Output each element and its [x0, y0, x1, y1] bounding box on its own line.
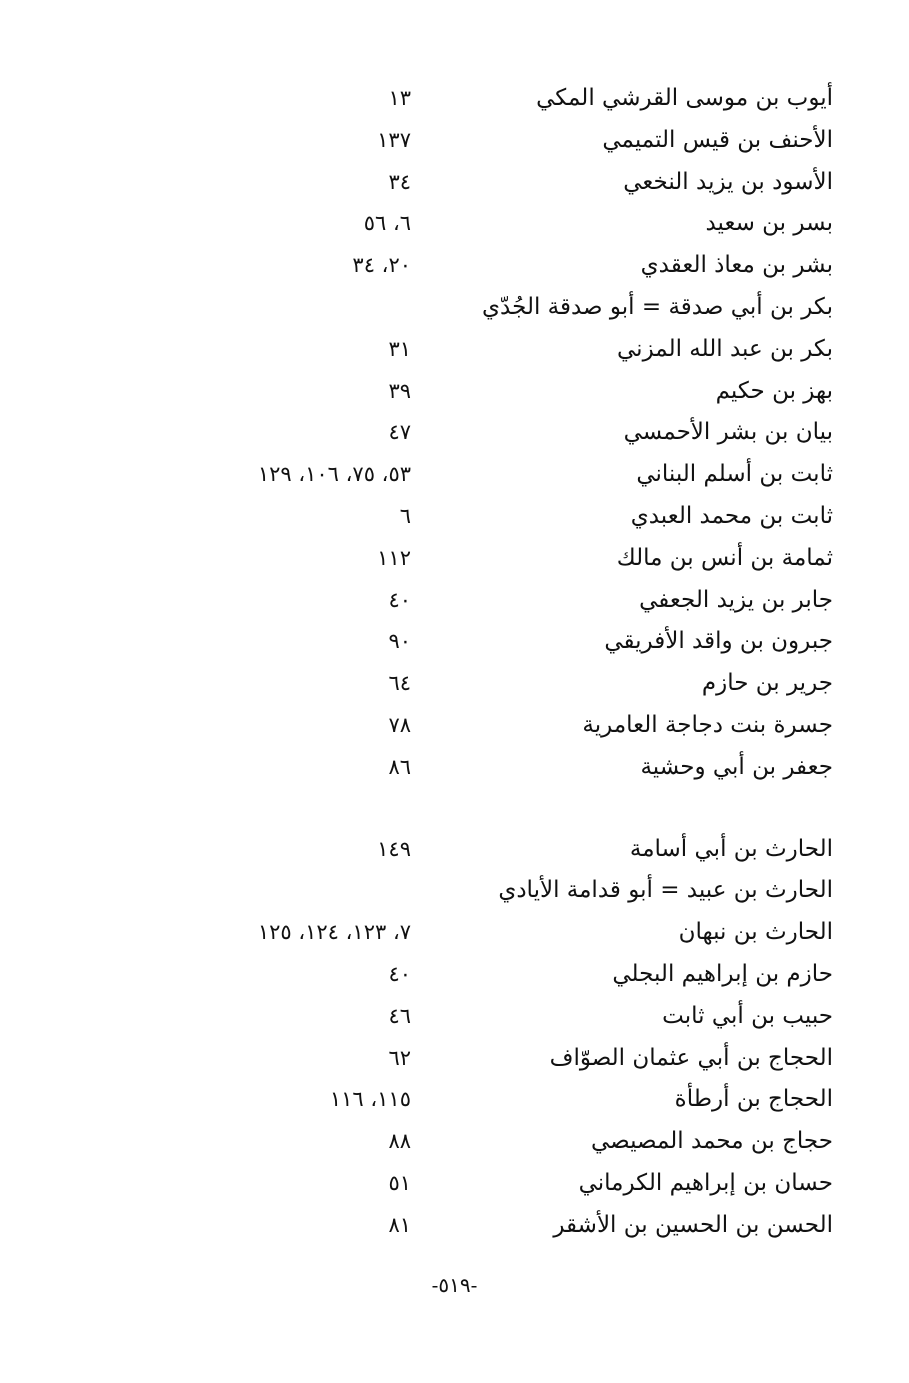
narrator-name: الحجاج بن أرطأة	[674, 1086, 833, 1113]
narrator-name: حجاج بن محمد المصيصي	[591, 1128, 833, 1155]
page-references: ٨٨	[388, 1129, 411, 1154]
index-entry	[0, 1121, 909, 1163]
page-references: ٣١	[388, 336, 411, 361]
narrator-name: الأسود بن يزيد النخعي	[623, 168, 833, 195]
index-entry	[0, 870, 909, 912]
index-entry	[0, 496, 909, 538]
narrator-name: حبيب بن أبي ثابت	[662, 1002, 833, 1029]
narrator-name: جرير بن حازم	[701, 670, 833, 697]
narrator-name: حازم بن إبراهيم البجلي	[612, 960, 833, 987]
narrator-name: بسر بن سعيد	[705, 210, 833, 237]
index-entry	[0, 621, 909, 663]
index-entry	[0, 1163, 909, 1205]
narrator-name: حسان بن إبراهيم الكرماني	[578, 1169, 833, 1196]
index-entry	[0, 580, 909, 622]
page-references: ١٤٩	[377, 836, 411, 861]
page-references: ٤٠	[388, 587, 411, 612]
page-references: ٩٠	[388, 629, 411, 654]
index-entry	[0, 1205, 909, 1247]
page-references: ١٣	[388, 86, 411, 110]
index-entry	[0, 705, 909, 747]
page-references: ٧٨	[388, 712, 411, 737]
page-references: ٤٦	[388, 1003, 411, 1028]
page-references: ٣٤	[388, 169, 411, 194]
index-entry	[0, 120, 909, 162]
page-references: ١٣٧	[377, 127, 411, 152]
narrator-name: بشر بن معاذ العقدي	[640, 252, 833, 279]
index-entry	[0, 996, 909, 1038]
page-references: ٥٣، ٧٥، ١٠٦، ١٢٩	[257, 462, 411, 487]
page-references: ٨٦	[388, 754, 411, 779]
index-entry	[0, 912, 909, 954]
index-entry	[0, 1038, 909, 1080]
narrator-name: بكر بن عبد الله المزني	[617, 335, 833, 362]
narrator-name: بكر بن أبي صدقة = أبو صدقة الجُدّي	[482, 293, 833, 320]
index-entry	[0, 203, 909, 245]
page-references: ١١٢	[377, 545, 411, 570]
index-entry	[0, 663, 909, 705]
page-references: ٦٢	[388, 1045, 411, 1070]
narrator-name: جسرة بنت دجاجة العامرية	[582, 711, 833, 738]
index-group	[0, 829, 909, 1247]
index-entry	[0, 538, 909, 580]
narrator-name: ثمامة بن أنس بن مالك	[616, 544, 833, 571]
narrator-name: جابر بن يزيد الجعفي	[639, 586, 833, 613]
index-entry	[0, 412, 909, 454]
narrator-name: أيوب بن موسى القرشي المكي	[536, 85, 833, 111]
index-group	[0, 78, 909, 789]
narrator-name: الحارث بن عبيد = أبو قدامة الأيادي	[498, 877, 833, 904]
index-entry	[0, 162, 909, 204]
page-references: ٦	[399, 503, 411, 528]
index-entry	[0, 829, 909, 871]
page-references: ٥١	[388, 1170, 411, 1195]
page-references: ٧، ١٢٣، ١٢٤، ١٢٥	[257, 920, 411, 945]
narrator-name: جعفر بن أبي وحشية	[640, 753, 833, 780]
page-references: ٦٤	[388, 671, 411, 696]
narrator-name: الأحنف بن قيس التميمي	[602, 126, 833, 153]
narrators-index	[0, 78, 909, 1247]
page-references: ٦، ٥٦	[363, 211, 411, 236]
index-entry	[0, 78, 909, 120]
page-references: ٤٠	[388, 961, 411, 986]
narrator-name: ثابت بن محمد العبدي	[630, 502, 833, 529]
narrator-name: الحارث بن أبي أسامة	[629, 835, 833, 862]
index-entry	[0, 747, 909, 789]
index-entry	[0, 454, 909, 496]
narrator-name: الحسن بن الحسين بن الأشقر	[553, 1211, 833, 1238]
page-number: -٥١٩-	[431, 1273, 478, 1297]
index-entry	[0, 371, 909, 413]
narrator-name: ثابت بن أسلم البناني	[636, 461, 833, 488]
index-entry	[0, 954, 909, 996]
page-references: ١١٥، ١١٦	[329, 1087, 411, 1112]
index-entry	[0, 1079, 909, 1121]
page-references: ٣٩	[388, 378, 411, 403]
page-references: ٨١	[388, 1212, 411, 1237]
index-entry	[0, 287, 909, 329]
narrator-name: بهز بن حكيم	[715, 377, 833, 404]
index-entry	[0, 329, 909, 371]
page-references: ٤٧	[388, 420, 411, 445]
narrator-name: جبرون بن واقد الأفريقي	[604, 628, 833, 655]
page-references: ٢٠، ٣٤	[352, 253, 411, 278]
narrator-name: الحارث بن نبهان	[678, 919, 833, 946]
narrator-name: بيان بن بشر الأحمسي	[623, 419, 833, 446]
index-entry	[0, 245, 909, 287]
narrator-name: الحجاج بن أبي عثمان الصوّاف	[549, 1044, 833, 1071]
